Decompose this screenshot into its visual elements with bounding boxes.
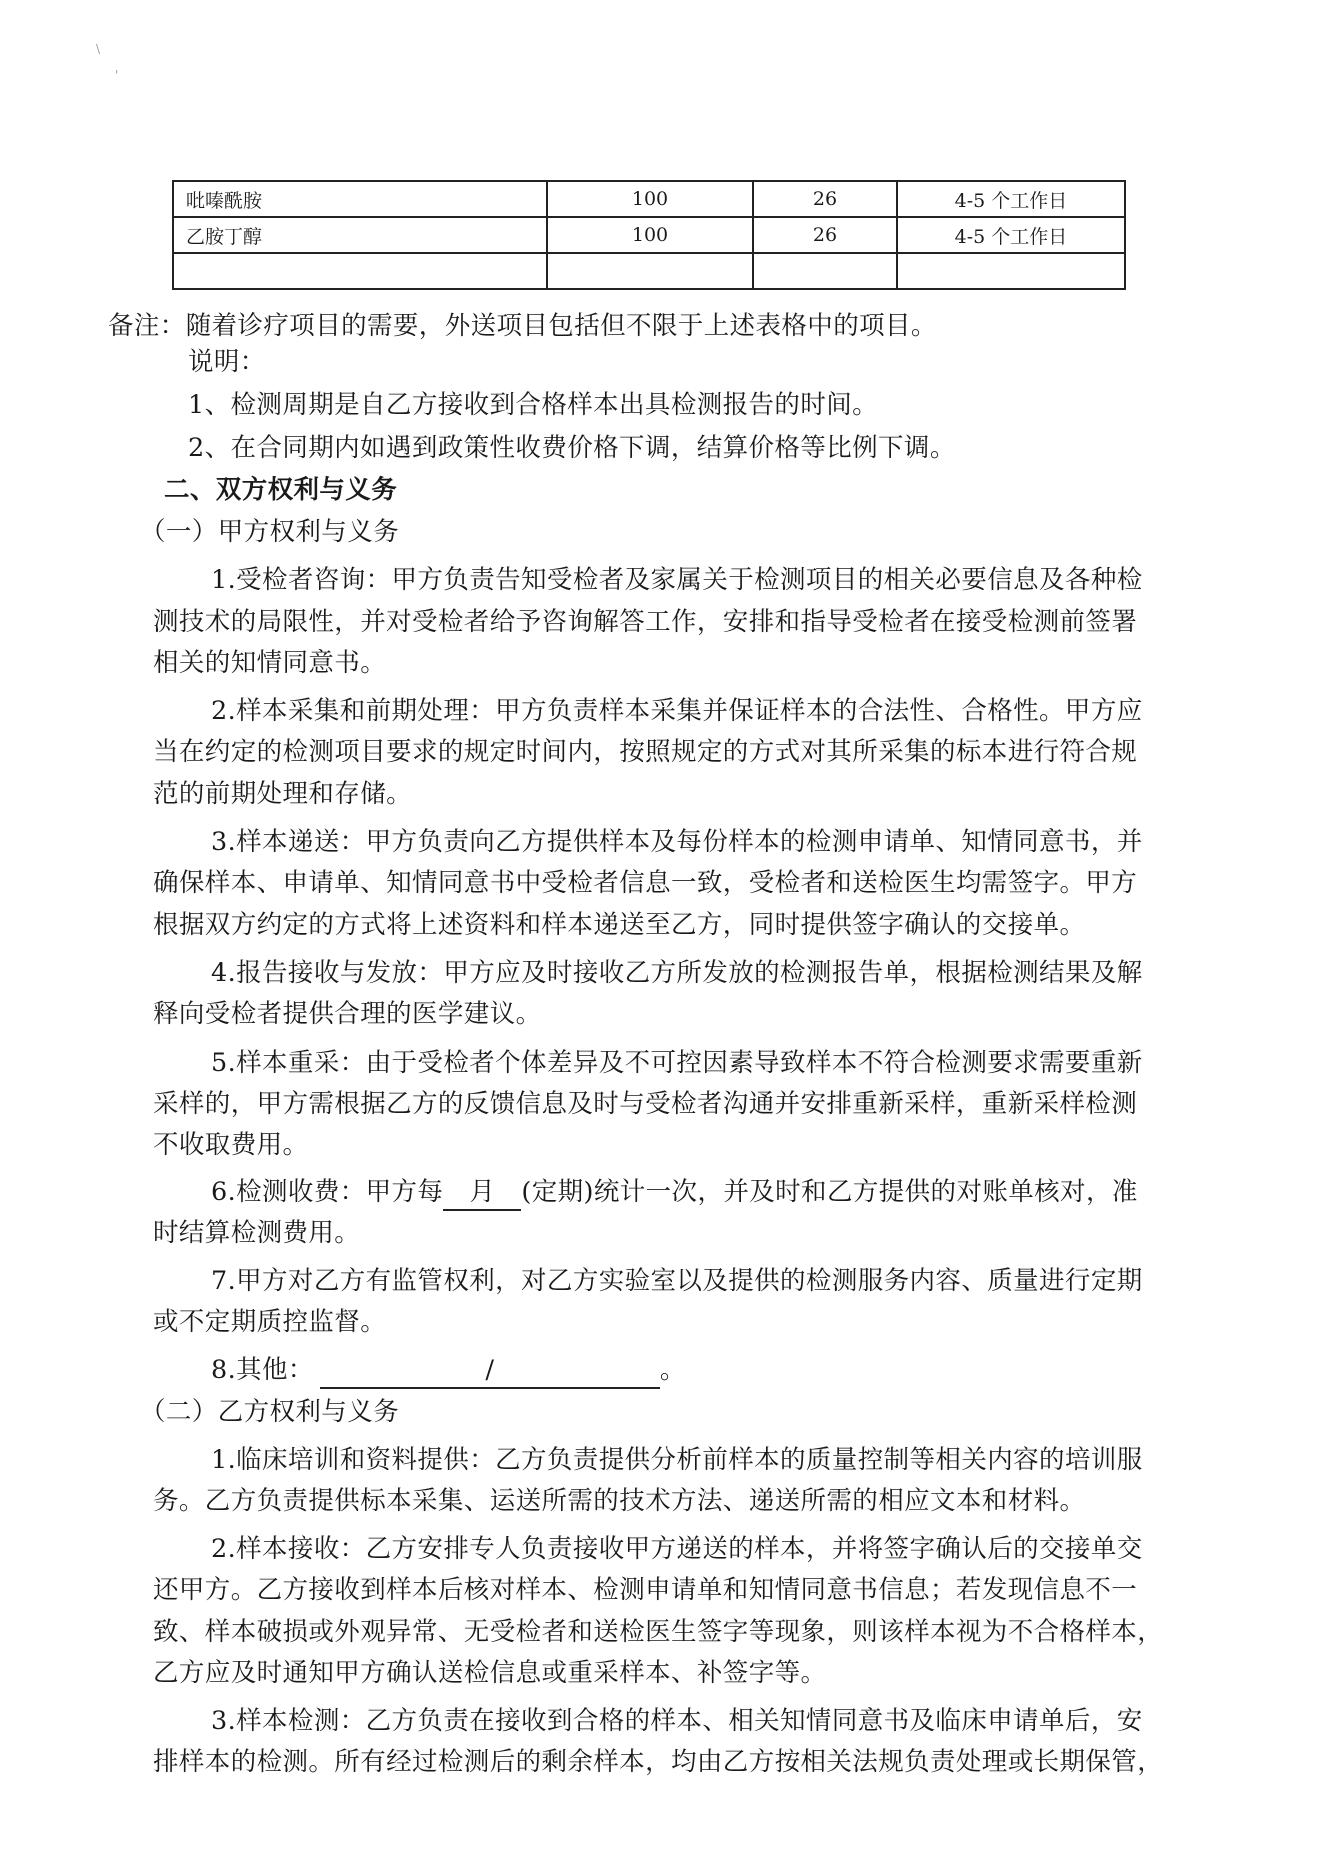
subsection-heading: （二）乙方权利与义务 (140, 1397, 400, 1427)
table-cell-period (897, 253, 1125, 289)
table-cell-name: 乙胺丁醇 (173, 217, 547, 253)
subsection-heading: （一）甲方权利与义务 (140, 517, 400, 547)
explain-item-1: 1、检测周期是自乙方接收到合格样本出具检测报告的时间。 (188, 390, 879, 420)
paragraph-line: 时结算检测费用。 (153, 1218, 361, 1248)
paragraph-line: 5.样本重采：由于受检者个体差异及不可控因素导致样本不符合检测要求需要重新 (211, 1048, 1143, 1078)
table-cell-period: 4-5 个工作日 (897, 217, 1125, 253)
table-cell-name (173, 253, 547, 289)
explain-item-2: 2、在合同期内如遇到政策性收费价格下调，结算价格等比例下调。 (188, 433, 956, 463)
test-items-table (172, 180, 1126, 290)
paragraph-line: 乙方应及时通知甲方确认送检信息或重采样本、补签字等。 (153, 1658, 827, 1688)
paragraph-line: 或不定期质控监督。 (153, 1307, 387, 1337)
table-cell-name: 吡嗪酰胺 (173, 181, 547, 217)
paragraph-line-other (211, 1350, 686, 1390)
fee-text-post: (定期)统计一次，并及时和乙方提供的对账单核对，准 (521, 1177, 1138, 1207)
paragraph-line: 释向受检者提供合理的医学建议。 (153, 999, 542, 1029)
paragraph-line: 致、样本破损或外观异常、无受检者和送检医生签字等现象，则该样本视为不合格样本， (153, 1617, 1164, 1647)
paragraph-line: 测技术的局限性，并对受检者给予咨询解答工作，安排和指导受检者在接受检测前签署 (153, 607, 1138, 637)
paragraph-line: 当在约定的检测项目要求的规定时间内，按照规定的方式对其所采集的标本进行符合规 (153, 737, 1138, 767)
paragraph-line: 1.临床培训和资料提供：乙方负责提供分析前样本的质量控制等相关内容的培训服 (211, 1445, 1143, 1475)
paragraph-line: 根据双方约定的方式将上述资料和样本递送至乙方，同时提供签字确认的交接单。 (153, 910, 1086, 940)
table-row (173, 253, 1125, 289)
paragraph-line: 7.甲方对乙方有监管权利，对乙方实验室以及提供的检测服务内容、质量进行定期 (211, 1266, 1143, 1296)
paragraph-line: 2.样本接收：乙方安排专人负责接收甲方递送的样本，并将签字确认后的交接单交 (211, 1534, 1143, 1564)
explain-label: 说明： (188, 347, 266, 377)
fee-period-blank: 月 (443, 1175, 521, 1211)
paragraph-line: 采样的，甲方需根据乙方的反馈信息及时与受检者沟通并安排重新采样，重新采样检测 (153, 1089, 1138, 1119)
paragraph-line: 4.报告接收与发放：甲方应及时接收乙方所发放的检测报告单，根据检测结果及解 (211, 958, 1143, 988)
paragraph-line: 1.受检者咨询：甲方负责告知受检者及家属关于检测项目的相关必要信息及各种检 (211, 565, 1143, 595)
section-heading: 二、双方权利与义务 (164, 475, 398, 505)
paragraph-line: 不收取费用。 (153, 1130, 309, 1160)
table-row (173, 217, 1125, 253)
paragraph-line: 务。乙方负责提供标本采集、运送所需的技术方法、递送所需的相应文本和材料。 (153, 1486, 1086, 1516)
table-cell-price: 26 (753, 181, 897, 217)
paragraph-line: 相关的知情同意书。 (153, 648, 387, 678)
table-cell-price (753, 253, 897, 289)
table-cell-qty: 100 (547, 181, 753, 217)
paragraph-line: 确保样本、申请单、知情同意书中受检者信息一致，受检者和送检医生均需签字。甲方 (153, 868, 1138, 898)
paragraph-line: 排样本的检测。所有经过检测后的剩余样本，均由乙方按相关法规负责处理或长期保管， (153, 1747, 1164, 1777)
fee-text-pre: 6.检测收费：甲方每 (211, 1177, 444, 1207)
paragraph-line: 3.样本检测：乙方负责在接收到合格的样本、相关知情同意书及临床申请单后，安 (211, 1706, 1143, 1736)
remark-line: 备注：随着诊疗项目的需要，外送项目包括但不限于上述表格中的项目。 (108, 311, 937, 341)
scan-speck-mark: \ (96, 42, 101, 56)
paragraph-line: 范的前期处理和存储。 (153, 779, 413, 809)
paragraph-line-fee (211, 1172, 1138, 1212)
table-cell-qty (547, 253, 753, 289)
paragraph-line: 2.样本采集和前期处理：甲方负责样本采集并保证样本的合法性、合格性。甲方应 (211, 696, 1143, 726)
other-text-pre: 8.其他： (211, 1355, 314, 1385)
table-cell-qty: 100 (547, 217, 753, 253)
other-blank: / (320, 1353, 660, 1389)
table-row (173, 181, 1125, 217)
paragraph-line: 还甲方。乙方接收到样本后核对样本、检测申请单和知情同意书信息；若发现信息不一 (153, 1575, 1138, 1605)
paragraph-line: 3.样本递送：甲方负责向乙方提供样本及每份样本的检测申请单、知情同意书，并 (211, 827, 1143, 857)
table-cell-price: 26 (753, 217, 897, 253)
scan-speck-mark: ' (115, 68, 119, 82)
other-text-post: 。 (659, 1355, 686, 1385)
table-cell-period: 4-5 个工作日 (897, 181, 1125, 217)
